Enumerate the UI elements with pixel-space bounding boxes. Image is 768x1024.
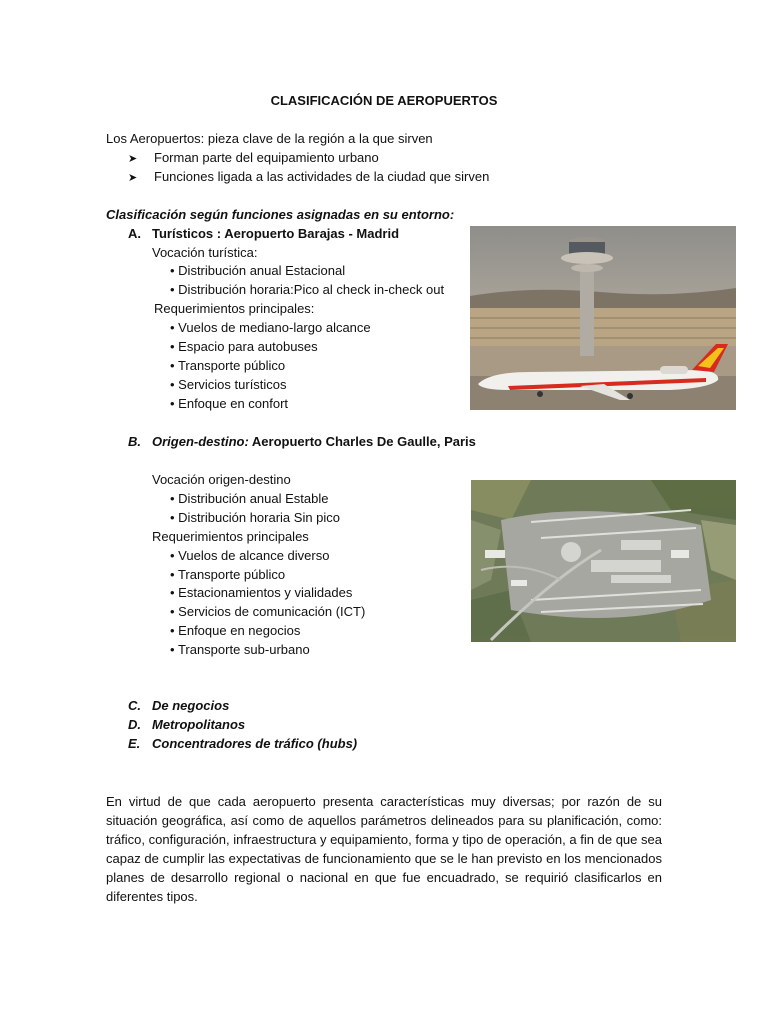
intro-lead: Los Aeropuertos: pieza clave de la región a la que sirven [106,131,433,146]
list-item: • Enfoque en negocios [170,622,300,640]
list-item: • Distribución anual Estable [170,490,328,508]
intro-bullet [128,149,379,168]
arrow-bullet-icon: ➤ [128,153,138,165]
section-c-label: De negocios [152,698,230,713]
section-b-vocation-label: Vocación origen-destino [152,472,291,487]
section-b-req-label: Requerimientos principales [152,529,309,544]
page-title: CLASIFICACIÓN DE AEROPUERTOS [270,93,498,108]
intro-bullet [128,168,489,187]
section-a-vocation-label: Vocación turística: [152,245,258,260]
list-item: • Servicios turísticos [170,376,287,394]
closing-paragraph: En virtud de que cada aeropuerto presenta características muy diversas; por razón de su situación geográfica, así como de aquellos parámetros delineados para su planificación, como: tráfico, configuración, infraestructura y equipamiento, forma y tipo de operación, a fin de que sea capaz de cumplir las expectativas de funcionamiento que se le han previsto en los mencionados planes de desarrollo regional o nacional en que fue encuadrado, se requirió clasificarlos en diferentes tipos. [106,794,662,904]
section-d-label: Metropolitanos [152,717,246,732]
section-c-letter: C. [128,698,141,713]
section-d-letter: D. [128,717,141,732]
list-item: • Espacio para autobuses [170,338,318,356]
section-b-title [152,433,476,451]
section-e-label: Concentradores de tráfico (hubs) [152,736,358,751]
list-item: • Enfoque en confort [170,395,288,413]
section-a-req-label: Requerimientos principales: [154,301,315,316]
list-item: • Vuelos de alcance diverso [170,547,329,565]
list-item: • Transporte público [170,566,285,584]
list-item: • Distribución anual Estacional [170,262,345,280]
list-item: • Transporte sub-urbano [170,641,310,659]
list-item: • Vuelos de mediano-largo alcance [170,319,371,337]
section-b-letter: B. [128,434,141,449]
arrow-bullet-icon: ➤ [128,172,138,184]
intro-bullet-text: Funciones ligada a las actividades de la ciudad que sirven [154,169,490,184]
intro-bullet-text: Forman parte del equipamiento urbano [154,150,379,165]
section-e-letter: E. [128,736,141,751]
list-item: • Transporte público [170,357,285,375]
section-a-title: Turísticos : Aeropuerto Barajas - Madrid [152,226,400,241]
list-item: • Servicios de comunicación (ICT) [170,603,365,621]
list-item: • Estacionamientos y vialidades [170,584,352,602]
list-item: • Distribución horaria Sin pico [170,509,340,527]
barajas-airport-photo [470,226,736,410]
section-b-title-italic: Origen-destino: [152,434,249,449]
section-b-heading [128,433,141,451]
cdg-aerial-photo [471,480,736,642]
section-b-title-bold: Aeropuerto Charles De Gaulle, Paris [248,434,476,449]
list-item: • Distribución horaria:Pico al check in-check out [170,281,444,299]
section-a-letter: A. [128,226,141,241]
classification-heading: Clasificación según funciones asignadas en su entorno: [106,207,455,222]
